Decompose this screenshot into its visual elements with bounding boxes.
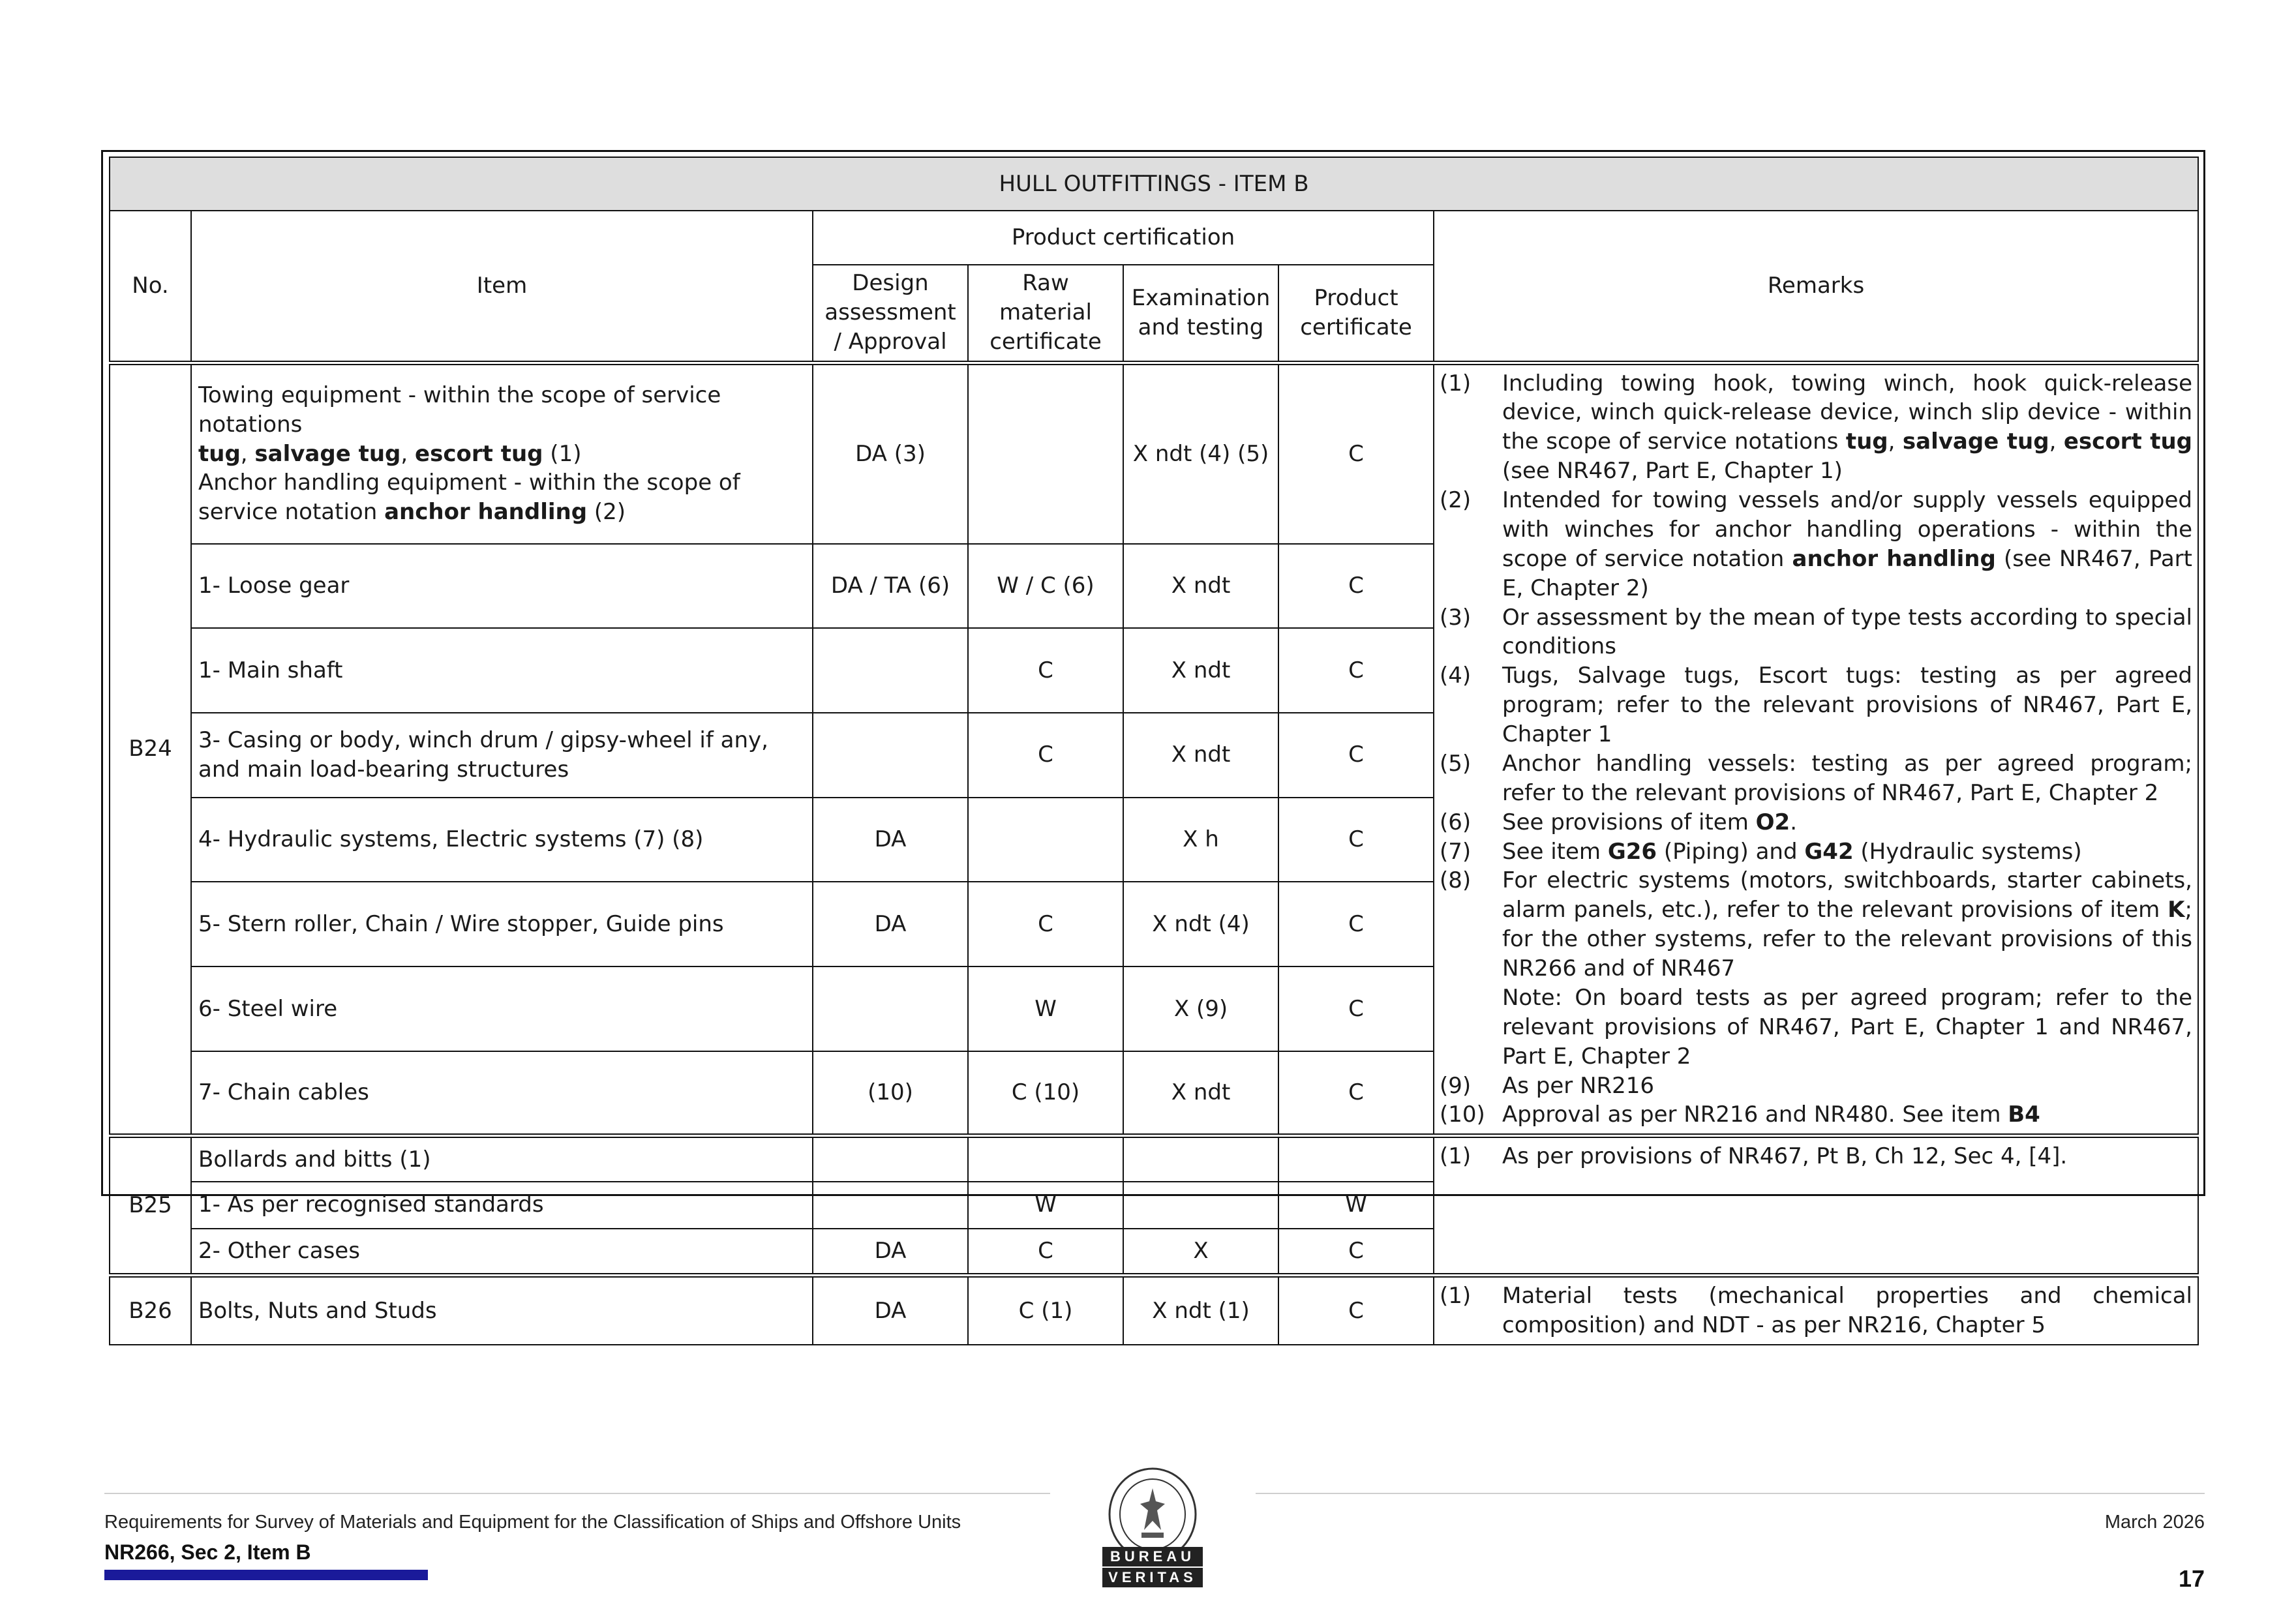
design-assessment-cell: (10) [813,1051,968,1136]
design-assessment-cell: DA [813,1276,968,1345]
item-description: 3- Casing or body, winch drum / gipsy-wheel if any, and main load-bearing structures [191,713,813,798]
remark-item: (6) See provisions of item O2. [1440,809,1798,835]
item-description: Towing equipment - within the scope of service notations tug, salvage tug, escort tug (1) Anchor handling equipment - within the scope of service notation anchor handling (2) [191,363,813,544]
examination-cell: X ndt [1123,544,1278,629]
footer-reference: NR266, Sec 2, Item B [104,1540,311,1564]
design-assessment-cell: DA / TA (6) [813,544,968,629]
remark-note: Note: On board tests as per agreed program; refer to the relevant provisions of NR467, Part E, Chapter 1 and NR467, Part E, Chapter 2 [1502,984,2192,1070]
remark-item: (10) Approval as per NR216 and NR480. See item B4 [1440,1101,2040,1128]
header-row-1 [110,211,2198,265]
raw-material-cell: C [968,882,1123,966]
product-certificate-cell: C [1278,1051,1434,1136]
item-number: B25 [110,1136,191,1276]
raw-material-cell: W [968,966,1123,1051]
header-examination: Examination and testing [1123,265,1278,363]
raw-material-cell [968,363,1123,544]
item-description: 5- Stern roller, Chain / Wire stopper, Guide pins [191,882,813,966]
header-no: No. [110,211,191,363]
table-row [110,363,2198,544]
logo-band-bottom: VERITAS [1102,1568,1203,1587]
remark-item: (5) Anchor handling vessels: testing as per agreed program; refer to the relevant provisions of NR467, Part E, Chapter 2 [1440,750,2192,806]
design-assessment-cell: DA [813,798,968,882]
header-item: Item [191,211,813,363]
remark-item: (2) Intended for towing vessels and/or supply vessels equipped with winches for anchor handling operations - within the scope of service notation anchor handling (see NR467, Part E, Chapter 2) [1440,487,2192,601]
examination-cell: X ndt [1123,1051,1278,1136]
product-certificate-cell: C [1278,798,1434,882]
examination-cell: X ndt [1123,713,1278,798]
product-certificate-cell: C [1278,966,1434,1051]
remark-item: (3) Or assessment by the mean of type tests according to special conditions [1440,604,2192,660]
remark-item: (8) For electric systems (motors, switchboards, starter cabinets, alarm panels, etc.), refer to the relevant provisions of item K; for the other systems, refer to the relevant provisions of this NR266 and of NR467 [1440,867,2192,981]
item-description: 1- As per recognised standards [191,1182,813,1229]
product-certificate-cell: C [1278,1229,1434,1276]
remark-item: (1) Including towing hook, towing winch, hook quick-release device, winch quick-release device, winch slip device - within the scope of service notations tug, salvage tug, escort tug (see NR467, Part E, Chapter 1) [1440,370,2193,485]
item-description: 1- Loose gear [191,544,813,629]
header-product-certificate: Product certificate [1278,265,1434,363]
item-number: B24 [110,363,191,1136]
remarks-cell [1434,363,2198,1136]
header-remarks: Remarks [1434,211,2198,363]
hull-outfittings-table [109,157,2199,1345]
raw-material-cell: C [968,1229,1123,1276]
design-assessment-cell [813,713,968,798]
item-description: 6- Steel wire [191,966,813,1051]
item-number: B26 [110,1276,191,1345]
product-certificate-cell: C [1278,363,1434,544]
item-description: Bolts, Nuts and Studs [191,1276,813,1345]
header-product-certification: Product certification [813,211,1434,265]
product-certificate-cell: W [1278,1182,1434,1229]
item-description: 1- Main shaft [191,628,813,713]
product-certificate-cell: C [1278,544,1434,629]
item-description: 7- Chain cables [191,1051,813,1136]
examination-cell: X ndt (4) (5) [1123,363,1278,544]
design-assessment-cell: DA [813,1229,968,1276]
raw-material-cell: C (1) [968,1276,1123,1345]
product-certificate-cell: C [1278,1276,1434,1345]
design-assessment-cell [813,966,968,1051]
design-assessment-cell: DA [813,882,968,966]
examination-cell: X (9) [1123,966,1278,1051]
remark-item: (1) As per provisions of NR467, Pt B, Ch 12, Sec 4, [4]. [1440,1143,2068,1170]
item-description: Bollards and bitts (1) [191,1136,813,1182]
raw-material-cell: C [968,713,1123,798]
raw-material-cell: C (10) [968,1051,1123,1136]
table-title-row [110,157,2198,211]
footer-divider-left [104,1493,1050,1494]
raw-material-cell: W / C (6) [968,544,1123,629]
remarks-cell [1434,1276,2198,1345]
examination-cell: X ndt [1123,628,1278,713]
footer-date: March 2026 [2104,1512,2205,1533]
product-certificate-cell: C [1278,713,1434,798]
remark-item: (1) Material tests (mechanical properties and chemical composition) and NDT - as per NR216, Chapter 5 [1440,1283,2192,1339]
design-assessment-cell: DA (3) [813,363,968,544]
footer-document-title: Requirements for Survey of Materials and Equipment for the Classification of Ships and Offshore Units [104,1512,961,1533]
table-row [110,1276,2198,1345]
table-title: HULL OUTFITTINGS - ITEM B [110,157,2198,211]
header-design-assessment: Design assessment / Approval [813,265,968,363]
raw-material-cell: C [968,628,1123,713]
examination-cell: X ndt (1) [1123,1276,1278,1345]
item-description: 4- Hydraulic systems, Electric systems (7) (8) [191,798,813,882]
examination-cell: X [1123,1229,1278,1276]
item-description: 2- Other cases [191,1229,813,1276]
examination-cell: X h [1123,798,1278,882]
header-raw-material: Raw material certificate [968,265,1123,363]
design-assessment-cell [813,628,968,713]
product-certificate-cell: C [1278,882,1434,966]
logo-band-top: BUREAU [1102,1547,1203,1566]
remark-item: (4) Tugs, Salvage tugs, Escort tugs: testing as per agreed program; refer to the relevant provisions of NR467, Part E, Chapter 1 [1440,663,2192,747]
raw-material-cell: W [968,1182,1123,1229]
remarks-cell [1434,1136,2198,1276]
examination-cell [1123,1182,1278,1229]
footer-accent-bar [104,1570,428,1580]
raw-material-cell [968,798,1123,882]
examination-cell: X ndt (4) [1123,882,1278,966]
raw-material-cell [968,1136,1123,1182]
product-certificate-cell [1278,1136,1434,1182]
design-assessment-cell [813,1136,968,1182]
remark-item: (7) See item G26 (Piping) and G42 (Hydraulic systems) [1440,838,2082,865]
examination-cell [1123,1136,1278,1182]
remark-item: (9) As per NR216 [1440,1072,1655,1099]
product-certificate-cell: C [1278,628,1434,713]
table-row [110,1136,2198,1182]
design-assessment-cell [813,1182,968,1229]
page-number: 17 [2178,1565,2205,1592]
footer-divider-right [1256,1493,2205,1494]
